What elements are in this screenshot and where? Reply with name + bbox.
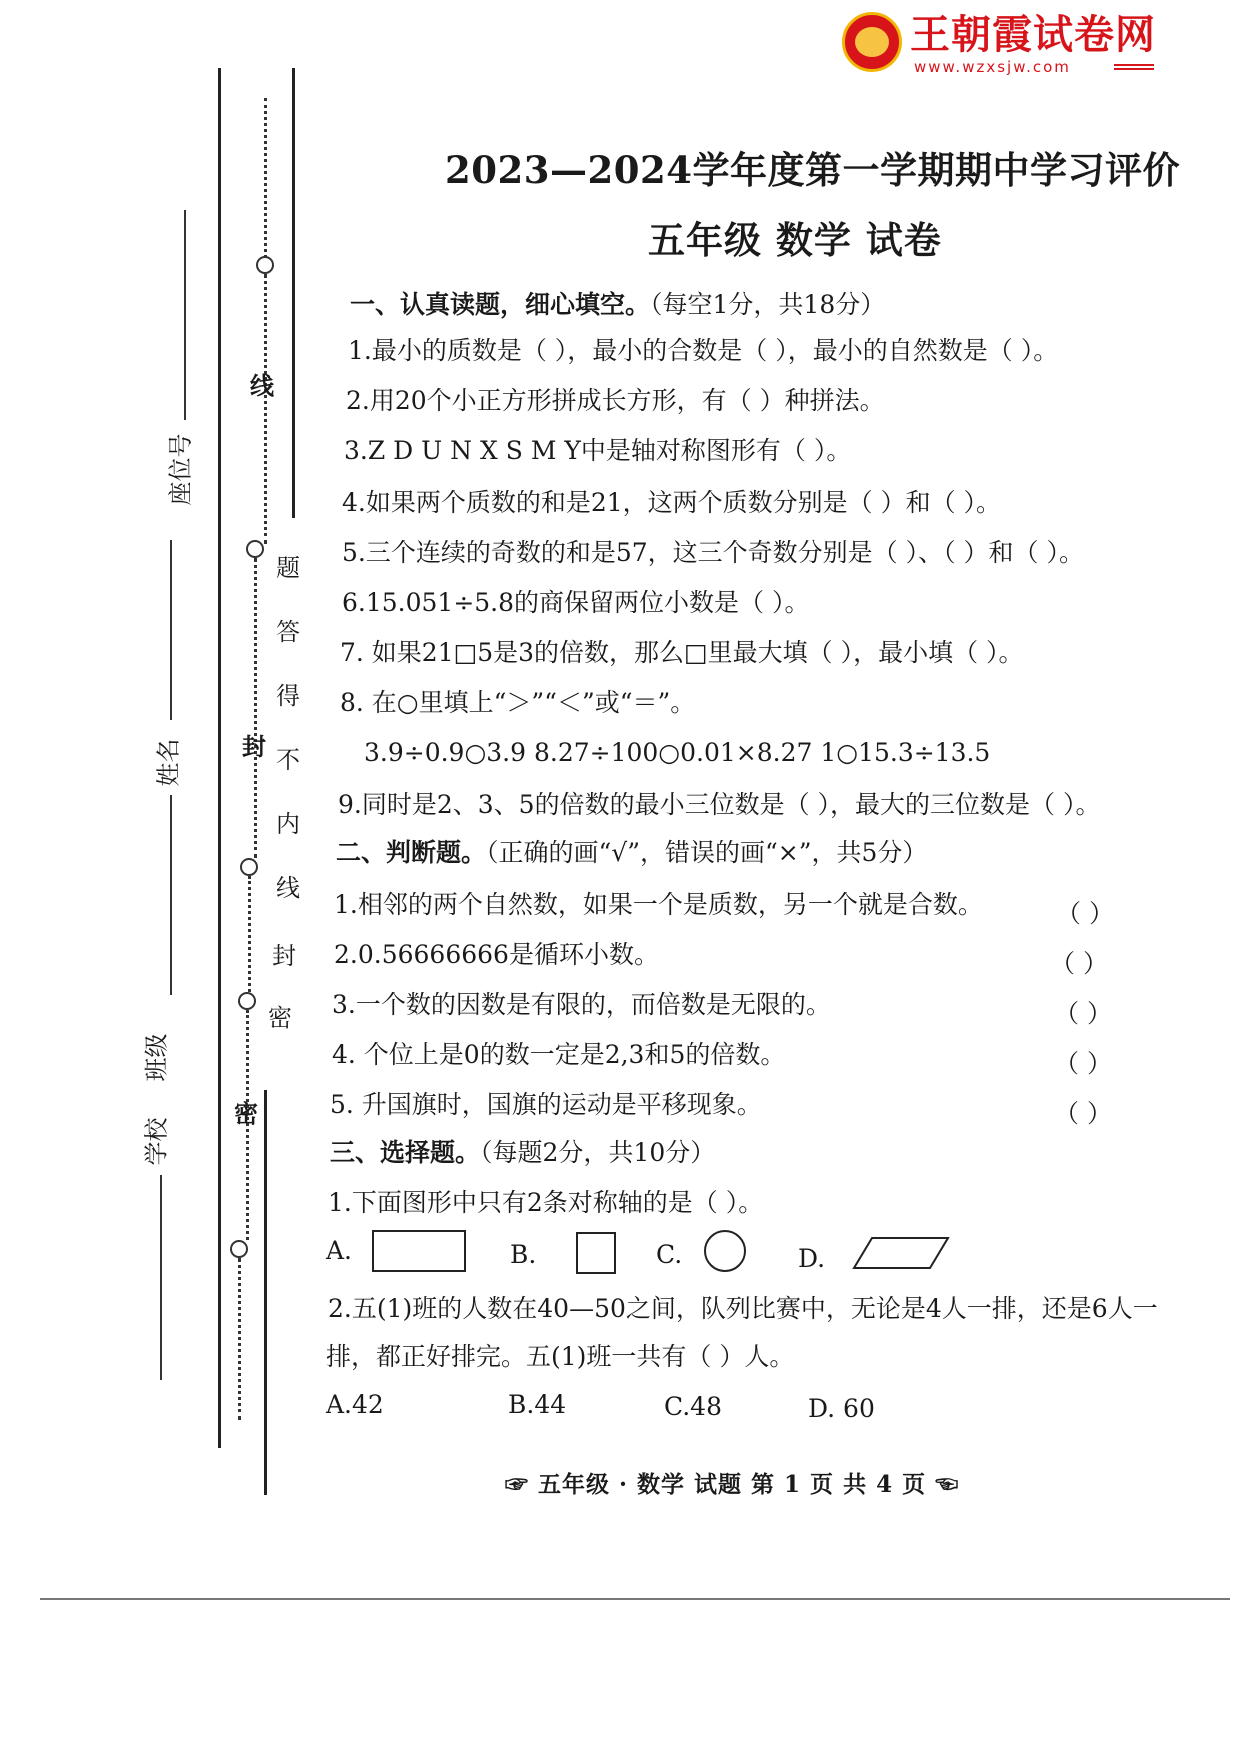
section1-note: （每空1分，共18分） — [650, 290, 886, 319]
notice-char: 题 — [276, 554, 300, 582]
question-1-2: 2.用20个小正方形拼成长方形，有（ ）种拼法。 — [346, 386, 885, 415]
question-1-9: 9.同时是2、3、5的倍数的最小三位数是（ ），最大的三位数是（ ）。 — [338, 790, 1101, 819]
option-b-label: B. — [510, 1240, 537, 1269]
choice-question-2-line2: 排，都正好排完。五(1)班一共有（ ）人。 — [326, 1342, 795, 1371]
logo-badge-icon — [842, 12, 902, 72]
question-1-4: 4.如果两个质数的和是21，这两个质数分别是（ ）和（ ）。 — [342, 488, 1002, 517]
choice-q2-option-a: A.42 — [326, 1390, 384, 1419]
rectangle-shape-icon — [372, 1230, 466, 1272]
brand-name: 王朝霞试卷网 — [910, 12, 1156, 58]
option-a-label: A. — [326, 1236, 353, 1265]
judge-answer-box: （ ） — [1054, 999, 1112, 1028]
section3-note: （每题2分，共10分） — [480, 1138, 716, 1167]
seat-number-blank — [184, 210, 186, 420]
name-blank — [170, 540, 172, 720]
notice-char: 答 — [276, 618, 300, 646]
choice-q2-option-c: C.48 — [664, 1392, 722, 1421]
choice-q2-option-b: B.44 — [508, 1390, 567, 1419]
judge-answer-box: （ ） — [1050, 949, 1108, 978]
dotted-line — [264, 274, 267, 544]
question-1-3: 3.Z D U N X S M Y中是轴对称图形有（ ）。 — [344, 436, 852, 465]
section2-title: 二、判断题。 — [336, 838, 487, 867]
exam-subtitle: 五年级 数学 试卷 — [648, 218, 942, 262]
notice-char: 不 — [276, 746, 300, 774]
choice-question-2-line1: 2.五(1)班的人数在40—50之间，队列比赛中，无论是4人一排，还是6人一 — [328, 1294, 1158, 1323]
binding-hole-icon — [246, 540, 264, 558]
seat-number-label: 座位号 — [166, 433, 195, 506]
judge-answer-box: （ ） — [1054, 1049, 1112, 1078]
dotted-line — [254, 558, 257, 858]
parallelogram-shape-icon — [852, 1236, 952, 1272]
section2-note: （正确的画“√”，错误的画“×”，共5分） — [486, 838, 928, 867]
exam-title: 2023—2024学年度第一学期期中学习评价 — [445, 148, 1180, 192]
binding-hole-icon — [230, 1240, 248, 1258]
notice-char: 得 — [276, 682, 300, 710]
notice-char: 密 — [268, 1004, 292, 1032]
school-blank — [160, 1175, 162, 1380]
dotted-line — [264, 98, 267, 258]
dotted-line — [248, 876, 251, 992]
page-footer: ☞ 五年级 · 数学 试题 第 1 页 共 4 页 ☜ — [505, 1471, 960, 1498]
judge-item-4: 4. 个位上是0的数一定是2,3和5的倍数。 — [332, 1040, 786, 1069]
seal-char: 封 — [242, 732, 266, 761]
binding-hole-icon — [240, 858, 258, 876]
brand-logo — [842, 12, 1156, 76]
section3-heading — [330, 1138, 715, 1168]
choice-question-1: 1.下面图形中只有2条对称轴的是（ ）。 — [328, 1188, 764, 1217]
notice-char: 内 — [276, 810, 300, 838]
brand-url: www.wzxsjw.com — [914, 58, 1071, 76]
bottom-rule — [40, 1598, 1230, 1600]
binding-inner-line-bottom — [264, 1090, 267, 1495]
question-1-5: 5.三个连续的奇数的和是57，这三个奇数分别是（ ）、（ ）和（ ）。 — [342, 538, 1085, 567]
notice-char: 线 — [276, 874, 300, 902]
binding-outer-line — [218, 68, 221, 1448]
binding-inner-line-top — [292, 68, 295, 518]
logo-badge-inner — [855, 27, 889, 57]
option-c-label: C. — [656, 1240, 683, 1269]
name-label: 姓名 — [154, 738, 183, 787]
section2-heading — [336, 838, 927, 868]
notice-char: 封 — [272, 942, 296, 970]
question-1-7: 7. 如果21□5是3的倍数，那么□里最大填（ ），最小填（ ）。 — [340, 638, 1024, 667]
question-1-6: 6.15.051÷5.8的商保留两位小数是（ ）。 — [342, 588, 810, 617]
seal-char: 线 — [250, 371, 274, 400]
judge-item-3: 3.一个数的因数是有限的，而倍数是无限的。 — [332, 990, 831, 1019]
judge-answer-box: （ ） — [1056, 899, 1114, 928]
binding-hole-icon — [256, 256, 274, 274]
seal-char: 密 — [234, 1099, 258, 1128]
class-label: 班级 — [142, 1033, 171, 1082]
judge-answer-box: （ ） — [1054, 1099, 1112, 1128]
logo-stripes-icon — [1114, 64, 1154, 72]
choice-q2-option-d: D. 60 — [808, 1394, 875, 1423]
section1-title: 一、认真读题，细心填空。 — [350, 290, 651, 319]
question-1-8: 8. 在○里填上“＞”“＜”或“＝”。 — [340, 688, 696, 717]
circle-shape-icon — [704, 1230, 746, 1272]
name-blank-lower — [170, 795, 172, 995]
judge-item-2: 2.0.56666666是循环小数。 — [334, 940, 659, 969]
option-d-label: D. — [798, 1244, 826, 1273]
square-shape-icon — [576, 1232, 616, 1274]
section1-heading — [350, 290, 885, 320]
question-1-1: 1.最小的质数是（ ），最小的合数是（ ），最小的自然数是（ ）。 — [348, 336, 1059, 365]
binding-hole-icon — [238, 992, 256, 1010]
question-1-8-items: 3.9÷0.9○3.9 8.27÷100○0.01×8.27 1○15.3÷13.5 — [364, 738, 991, 767]
section3-title: 三、选择题。 — [330, 1138, 481, 1167]
judge-item-1: 1.相邻的两个自然数，如果一个是质数，另一个就是合数。 — [334, 890, 983, 919]
judge-item-5: 5. 升国旗时，国旗的运动是平移现象。 — [330, 1090, 762, 1119]
dotted-line — [238, 1258, 241, 1420]
school-label: 学校 — [142, 1117, 171, 1166]
